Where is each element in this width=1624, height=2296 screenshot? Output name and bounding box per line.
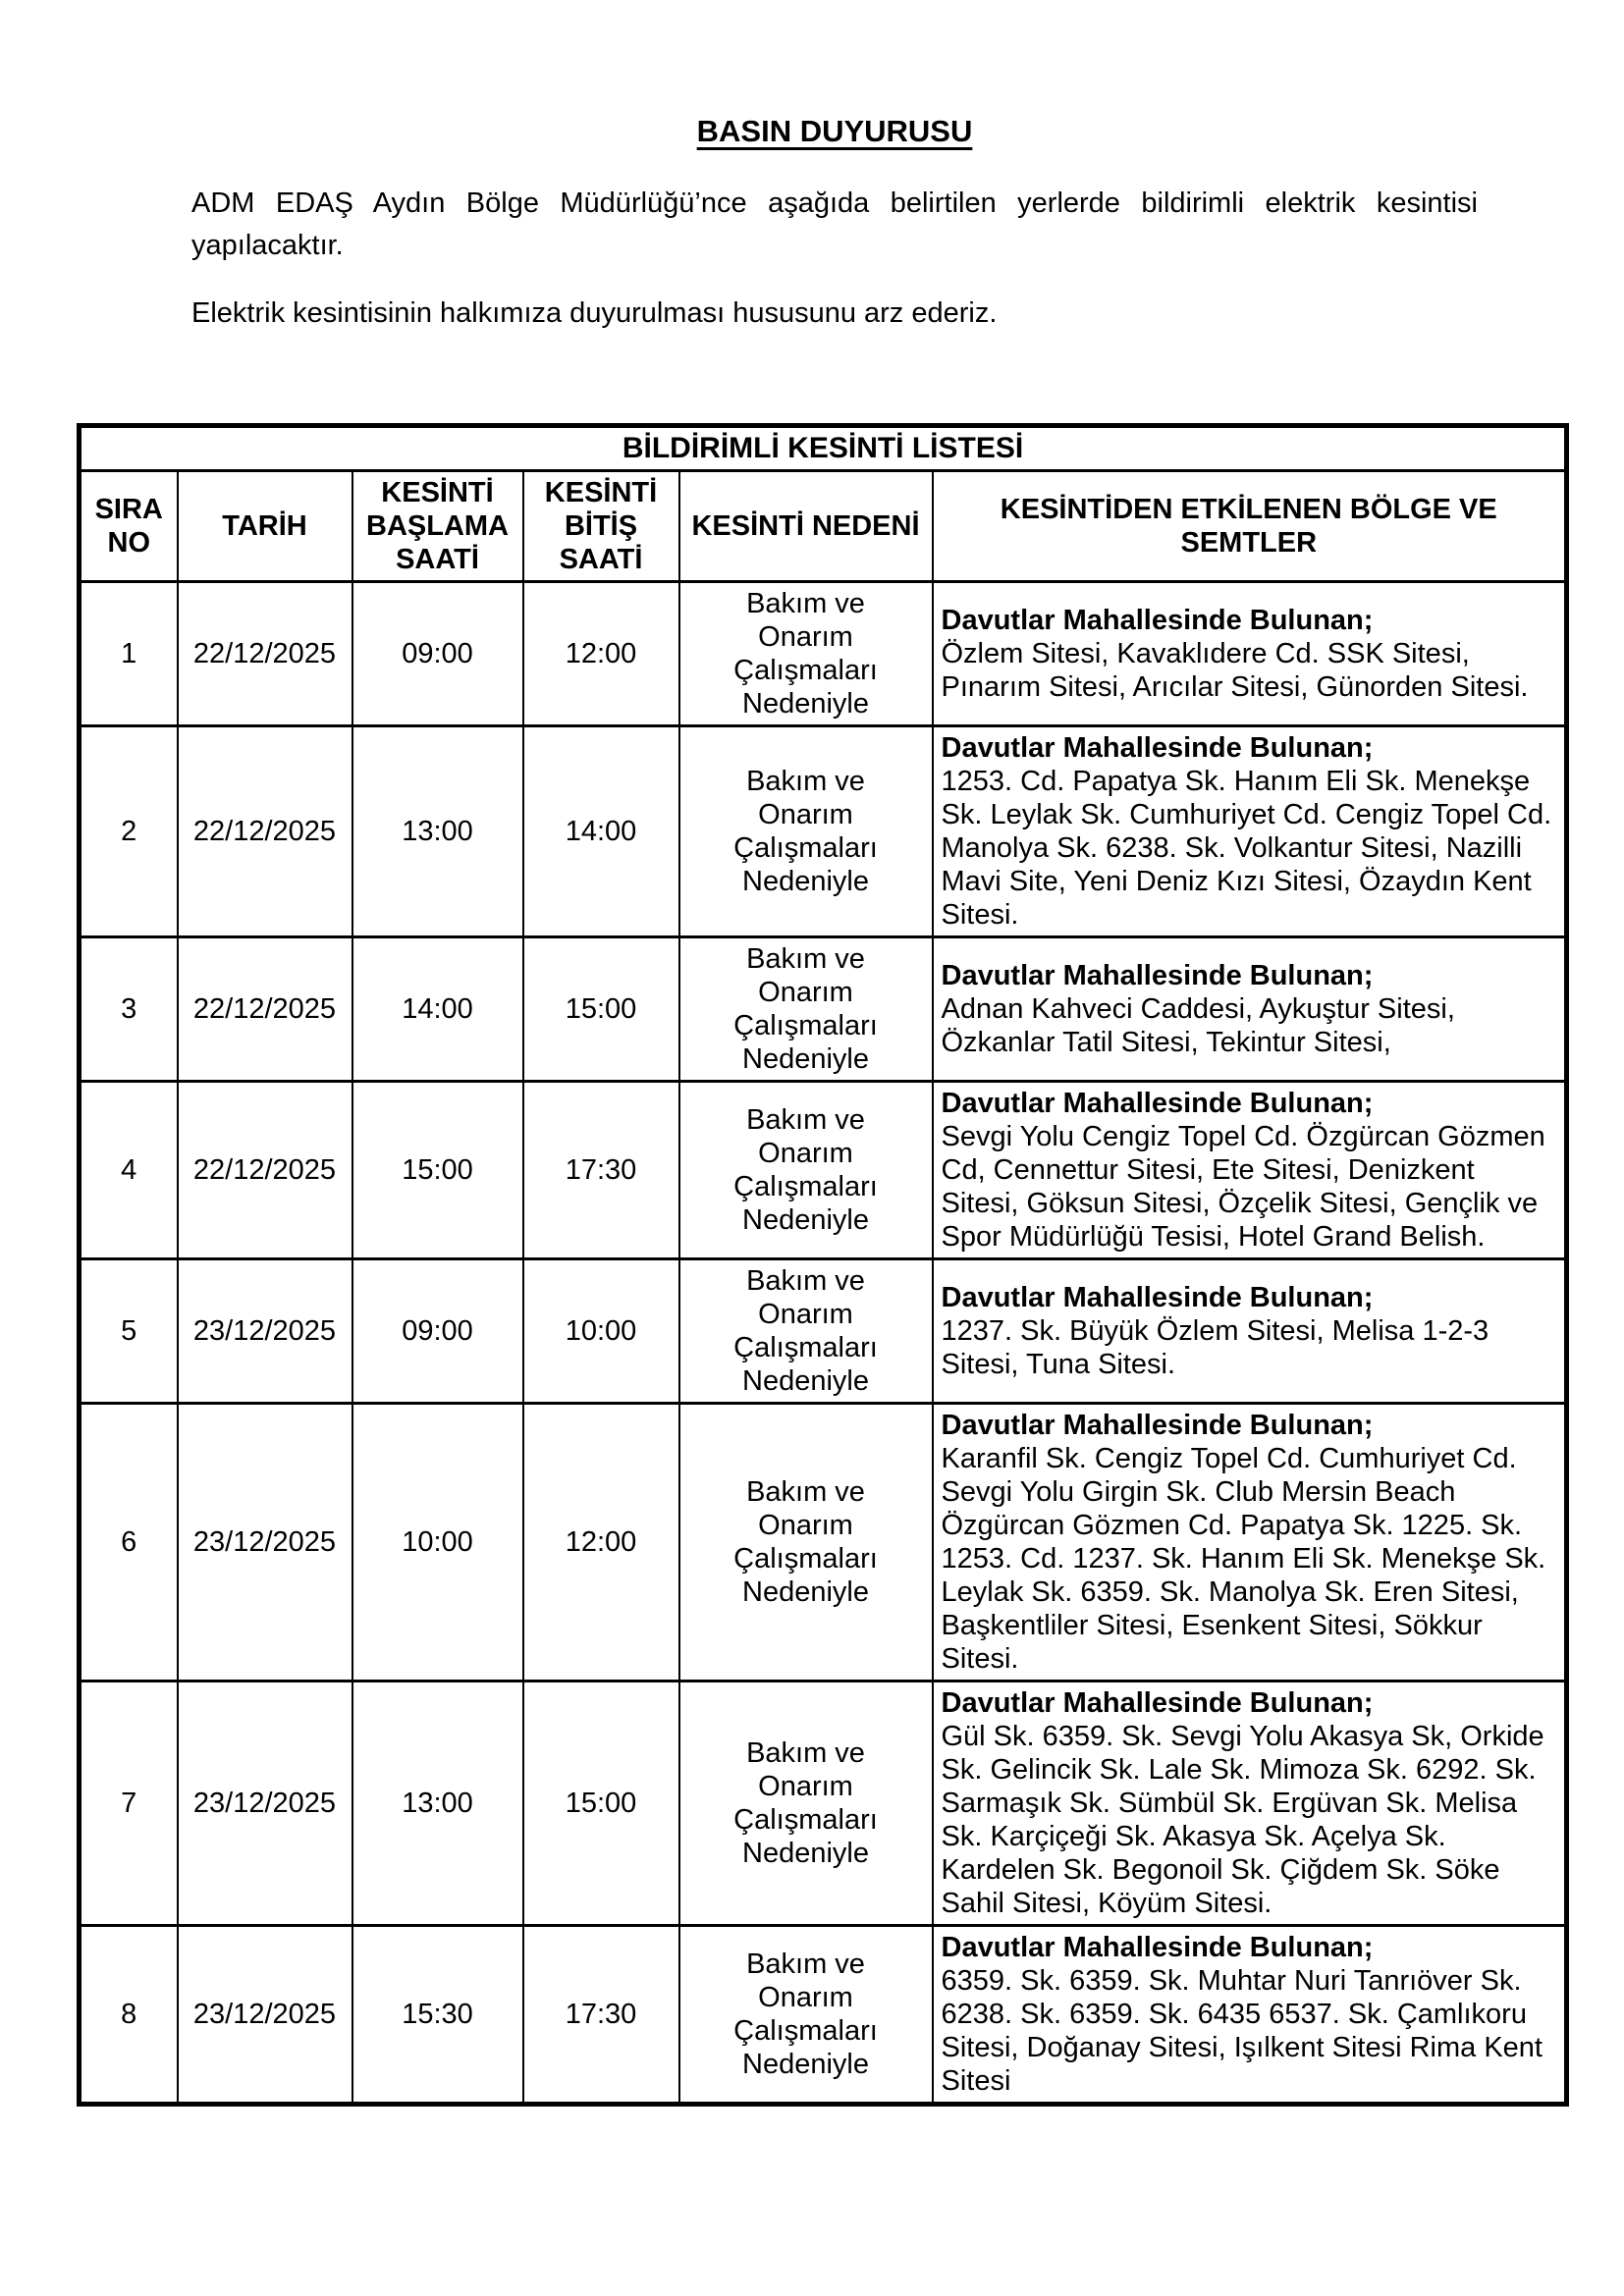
cell-tarih: 23/12/2025 — [178, 1682, 352, 1926]
region-title: Davutlar Mahallesinde Bulunan; — [941, 1932, 1374, 1963]
region-text: 6359. Sk. 6359. Sk. Muhtar Nuri Tanrıöver Sk. 6238. Sk. 6359. Sk. 6435 6537. Sk. Çamlıkoru Sitesi, Doğanay Sitesi, Işılkent Sitesi Rima Kent Sitesi — [941, 1965, 1543, 2097]
column-header-baslama-saati: KESİNTİ BAŞLAMA SAATİ — [352, 471, 523, 582]
reason-text: Bakım ve Onarım Çalışmaları Nedeniyle — [733, 1949, 878, 2080]
cell-kesinti-nedeni — [679, 1682, 933, 1926]
cell-bolge-semtler — [933, 1682, 1567, 1926]
cell-sira-no: 3 — [80, 937, 178, 1082]
region-title: Davutlar Mahallesinde Bulunan; — [941, 605, 1374, 636]
reason-text: Bakım ve Onarım Çalışmaları Nedeniyle — [733, 1265, 878, 1397]
cell-tarih: 23/12/2025 — [178, 1259, 352, 1404]
cell-bolge-semtler — [933, 1404, 1567, 1682]
region-text: Karanfil Sk. Cengiz Topel Cd. Cumhuriyet Cd. Sevgi Yolu Girgin Sk. Club Mersin Beach Özgürcan Gözmen Cd. Papatya Sk. 1225. Sk. 1253. Cd. 1237. Sk. Hanım Eli Sk. Menekşe Sk. Leylak Sk. 6359. Sk. Manolya Sk. Eren Sitesi, Başkentliler Sitesi, Esenkent Sitesi, Sökkur Sitesi. — [941, 1443, 1546, 1675]
cell-kesinti-nedeni — [679, 937, 933, 1082]
table-row — [80, 1926, 1567, 2105]
cell-sira-no: 2 — [80, 726, 178, 937]
cell-baslama-saati: 13:00 — [352, 726, 523, 937]
cell-bitis-saati: 12:00 — [523, 582, 679, 726]
outage-table-body — [80, 582, 1567, 2105]
column-header-bolge-semtler: KESİNTİDEN ETKİLENEN BÖLGE VE SEMTLER — [933, 471, 1567, 582]
cell-baslama-saati: 15:30 — [352, 1926, 523, 2105]
outage-table — [77, 423, 1569, 2107]
table-row — [80, 1682, 1567, 1926]
cell-baslama-saati: 09:00 — [352, 1259, 523, 1404]
cell-bolge-semtler — [933, 937, 1567, 1082]
column-header-tarih: TARİH — [178, 471, 352, 582]
cell-baslama-saati: 09:00 — [352, 582, 523, 726]
region-title: Davutlar Mahallesinde Bulunan; — [941, 1410, 1374, 1441]
table-row — [80, 726, 1567, 937]
cell-bitis-saati: 12:00 — [523, 1404, 679, 1682]
region-text: 1253. Cd. Papatya Sk. Hanım Eli Sk. Menekşe Sk. Leylak Sk. Cumhuriyet Cd. Cengiz Topel Cd. Manolya Sk. 6238. Sk. Volkantur Sitesi, Nazilli Mavi Site, Yeni Deniz Kızı Sitesi, Özaydın Kent Sitesi. — [941, 766, 1552, 931]
cell-tarih: 22/12/2025 — [178, 582, 352, 726]
announcement-paragraph-2: Elektrik kesintisinin halkımıza duyurulması hususunu arz ederiz. — [191, 297, 998, 329]
cell-kesinti-nedeni — [679, 726, 933, 937]
table-row — [80, 937, 1567, 1082]
cell-bitis-saati: 15:00 — [523, 1682, 679, 1926]
table-row — [80, 582, 1567, 726]
cell-tarih: 23/12/2025 — [178, 1926, 352, 2105]
reason-text: Bakım ve Onarım Çalışmaları Nedeniyle — [733, 1476, 878, 1608]
reason-text: Bakım ve Onarım Çalışmaları Nedeniyle — [733, 943, 878, 1075]
region-title: Davutlar Mahallesinde Bulunan; — [941, 1088, 1374, 1119]
region-text: Gül Sk. 6359. Sk. Sevgi Yolu Akasya Sk, Orkide Sk. Gelincik Sk. Lale Sk. Mimoza Sk. 6292. Sk. Sarmaşık Sk. Sümbül Sk. Ergüvan Sk. Melisa Sk. Karçiçeği Sk. Akasya Sk. Açelya Sk. Kardelen Sk. Begonoil Sk. Çiğdem Sk. Söke Sahil Sitesi, Köyüm Sitesi. — [941, 1721, 1544, 1919]
table-row — [80, 1259, 1567, 1404]
page-title: BASIN DUYURUSU — [696, 114, 973, 148]
announcement-paragraph-1: ADM EDAŞ Aydın Bölge Müdürlüğü’nce aşağıda belirtilen yerlerde bildirimli elektrik kesintisi yapılacaktır. — [191, 187, 1478, 261]
column-header-sira-no: SIRA NO — [80, 471, 178, 582]
region-text: Özlem Sitesi, Kavaklıdere Cd. SSK Sitesi, Pınarım Sitesi, Arıcılar Sitesi, Günorden Sitesi. — [941, 638, 1529, 703]
cell-tarih: 23/12/2025 — [178, 1404, 352, 1682]
cell-bolge-semtler — [933, 1082, 1567, 1259]
cell-bitis-saati: 10:00 — [523, 1259, 679, 1404]
cell-tarih: 22/12/2025 — [178, 726, 352, 937]
table-row — [80, 1082, 1567, 1259]
cell-baslama-saati: 15:00 — [352, 1082, 523, 1259]
region-title: Davutlar Mahallesinde Bulunan; — [941, 960, 1374, 991]
cell-bitis-saati: 17:30 — [523, 1082, 679, 1259]
region-title: Davutlar Mahallesinde Bulunan; — [941, 1282, 1374, 1313]
cell-bolge-semtler — [933, 726, 1567, 937]
reason-text: Bakım ve Onarım Çalışmaları Nedeniyle — [733, 1737, 878, 1869]
cell-sira-no: 5 — [80, 1259, 178, 1404]
region-text: Adnan Kahveci Caddesi, Aykuştur Sitesi, Özkanlar Tatil Sitesi, Tekintur Sitesi, — [941, 993, 1455, 1058]
cell-tarih: 22/12/2025 — [178, 937, 352, 1082]
cell-kesinti-nedeni — [679, 1259, 933, 1404]
cell-kesinti-nedeni — [679, 582, 933, 726]
reason-text: Bakım ve Onarım Çalışmaları Nedeniyle — [733, 1104, 878, 1236]
column-header-bitis-saati: KESİNTİ BİTİŞ SAATİ — [523, 471, 679, 582]
reason-text: Bakım ve Onarım Çalışmaları Nedeniyle — [733, 766, 878, 897]
table-head — [80, 426, 1567, 582]
column-header-kesinti-nedeni: KESİNTİ NEDENİ — [679, 471, 933, 582]
cell-bolge-semtler — [933, 1259, 1567, 1404]
cell-bitis-saati: 17:30 — [523, 1926, 679, 2105]
band-title-row — [80, 426, 1567, 471]
table-band-title: BİLDİRİMLİ KESİNTİ LİSTESİ — [80, 426, 1567, 471]
reason-text: Bakım ve Onarım Çalışmaları Nedeniyle — [733, 588, 878, 720]
column-header-row — [80, 471, 1567, 582]
region-title: Davutlar Mahallesinde Bulunan; — [941, 1687, 1374, 1719]
cell-kesinti-nedeni — [679, 1082, 933, 1259]
region-text: Sevgi Yolu Cengiz Topel Cd. Özgürcan Gözmen Cd, Cennettur Sitesi, Ete Sitesi, Denizkent Sitesi, Göksun Sitesi, Özçelik Sitesi, Gençlik ve Spor Müdürlüğü Tesisi, Hotel Grand Belish. — [941, 1121, 1545, 1253]
cell-sira-no: 4 — [80, 1082, 178, 1259]
cell-sira-no: 6 — [80, 1404, 178, 1682]
cell-kesinti-nedeni — [679, 1404, 933, 1682]
cell-baslama-saati: 10:00 — [352, 1404, 523, 1682]
cell-sira-no: 8 — [80, 1926, 178, 2105]
cell-baslama-saati: 13:00 — [352, 1682, 523, 1926]
cell-bitis-saati: 14:00 — [523, 726, 679, 937]
cell-sira-no: 7 — [80, 1682, 178, 1926]
region-text: 1237. Sk. Büyük Özlem Sitesi, Melisa 1-2-3 Sitesi, Tuna Sitesi. — [941, 1315, 1489, 1380]
region-title: Davutlar Mahallesinde Bulunan; — [941, 732, 1374, 764]
cell-bitis-saati: 15:00 — [523, 937, 679, 1082]
table-row — [80, 1404, 1567, 1682]
cell-tarih: 22/12/2025 — [178, 1082, 352, 1259]
cell-bolge-semtler — [933, 582, 1567, 726]
cell-baslama-saati: 14:00 — [352, 937, 523, 1082]
cell-bolge-semtler — [933, 1926, 1567, 2105]
cell-sira-no: 1 — [80, 582, 178, 726]
cell-kesinti-nedeni — [679, 1926, 933, 2105]
